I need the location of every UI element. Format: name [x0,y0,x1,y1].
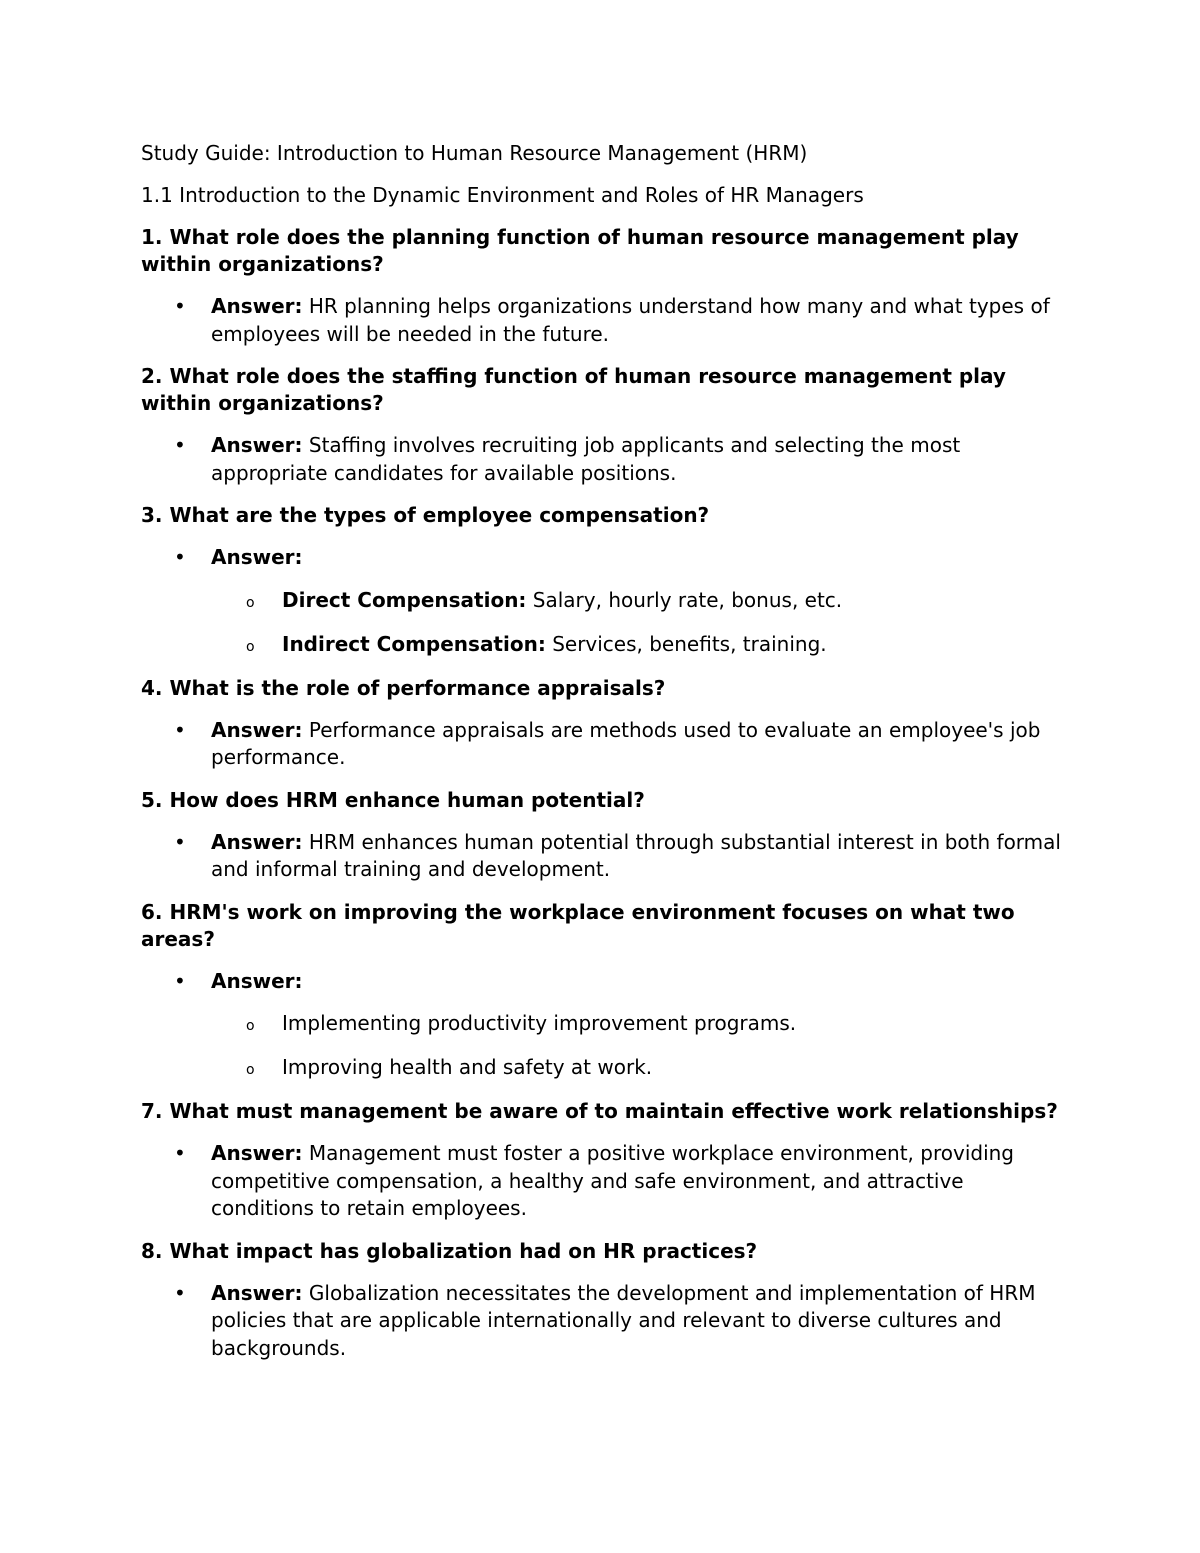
bullet-icon: • [174,294,186,318]
answer-text: HR planning helps organizations understand how many and what types of employees will be needed in the future. [211,294,1050,346]
sub-item-label: Indirect Compensation: [282,631,546,656]
answer-label: Answer: [211,294,303,318]
qa-list [141,224,1061,1362]
answer-text: Staffing involves recruiting job applicants and selecting the most appropriate candidates for available positions. [211,433,961,485]
sub-item-text: Improving health and safety at work. [282,1055,653,1079]
circle-bullet-icon: o [246,594,255,611]
document-title: Study Guide: Introduction to Human Resource Management (HRM) [141,141,808,165]
sub-item-text: Implementing productivity improvement programs. [282,1011,797,1035]
bullet-icon: • [174,433,186,457]
bullet-icon: • [174,829,186,854]
answer-label: Answer: [211,717,303,742]
answer-label: Answer: [211,545,303,569]
bullet-icon: • [174,545,186,569]
answer-label: Answer: [211,968,303,993]
question-8: 8. What impact has globalization had on HR practices? [141,1238,758,1263]
answer-5 [141,829,1061,884]
circle-bullet-icon: o [246,1018,255,1034]
question-2: 2. What role does the staffing function of human resource management play within organizations? [141,364,1006,415]
bullet-icon: • [174,968,186,993]
answer-text: Globalization necessitates the development and implementation of HRM policies that are applicable internationally and relevant to diverse cultures and backgrounds. [211,1280,1036,1360]
answer-4 [141,717,1061,772]
answer-text: HRM enhances human potential through substantial interest in both formal and informal training and development. [211,829,1061,881]
bullet-icon: • [174,1141,186,1165]
question-1: 1. What role does the planning function of human resource management play within organizations? [141,225,1019,276]
answer-label: Answer: [211,829,303,854]
sub-item-text: Services, benefits, training. [552,631,827,656]
answer-label: Answer: [211,433,303,457]
answer-text: Management must foster a positive workplace environment, providing competitive compensation, a healthy and safe environment, and attractive conditions to retain employees. [211,1141,1014,1220]
sub-item [141,1010,1061,1037]
answer-6 [141,968,1061,996]
answer-3 [141,544,1061,572]
document-page [141,140,1061,1377]
sub-item [141,587,1061,614]
answer-7 [141,1140,1061,1223]
question-5: 5. How does HRM enhance human potential? [141,787,645,812]
sub-item-label: Direct Compensation: [282,587,527,612]
sub-item-text: Salary, hourly rate, bonus, etc. [532,587,843,612]
answer-8 [141,1280,1061,1363]
answer-label: Answer: [211,1141,303,1165]
circle-bullet-icon: o [246,1062,255,1078]
question-3: 3. What are the types of employee compensation? [141,503,710,527]
answer-text: Performance appraisals are methods used to evaluate an employee's job performance. [211,717,1041,769]
section-heading: 1.1 Introduction to the Dynamic Environment and Roles of HR Managers [141,183,864,207]
answer-2 [141,432,1061,487]
bullet-icon: • [174,1280,186,1305]
circle-bullet-icon: o [246,638,255,655]
sub-item [141,1054,1061,1081]
sub-item [141,631,1061,658]
bullet-icon: • [174,717,186,742]
answer-1 [141,293,1061,348]
question-4: 4. What is the role of performance appraisals? [141,675,666,700]
question-7: 7. What must management be aware of to maintain effective work relationships? [141,1099,1058,1123]
question-6: 6. HRM's work on improving the workplace environment focuses on what two areas? [141,899,1015,951]
answer-label: Answer: [211,1280,303,1305]
